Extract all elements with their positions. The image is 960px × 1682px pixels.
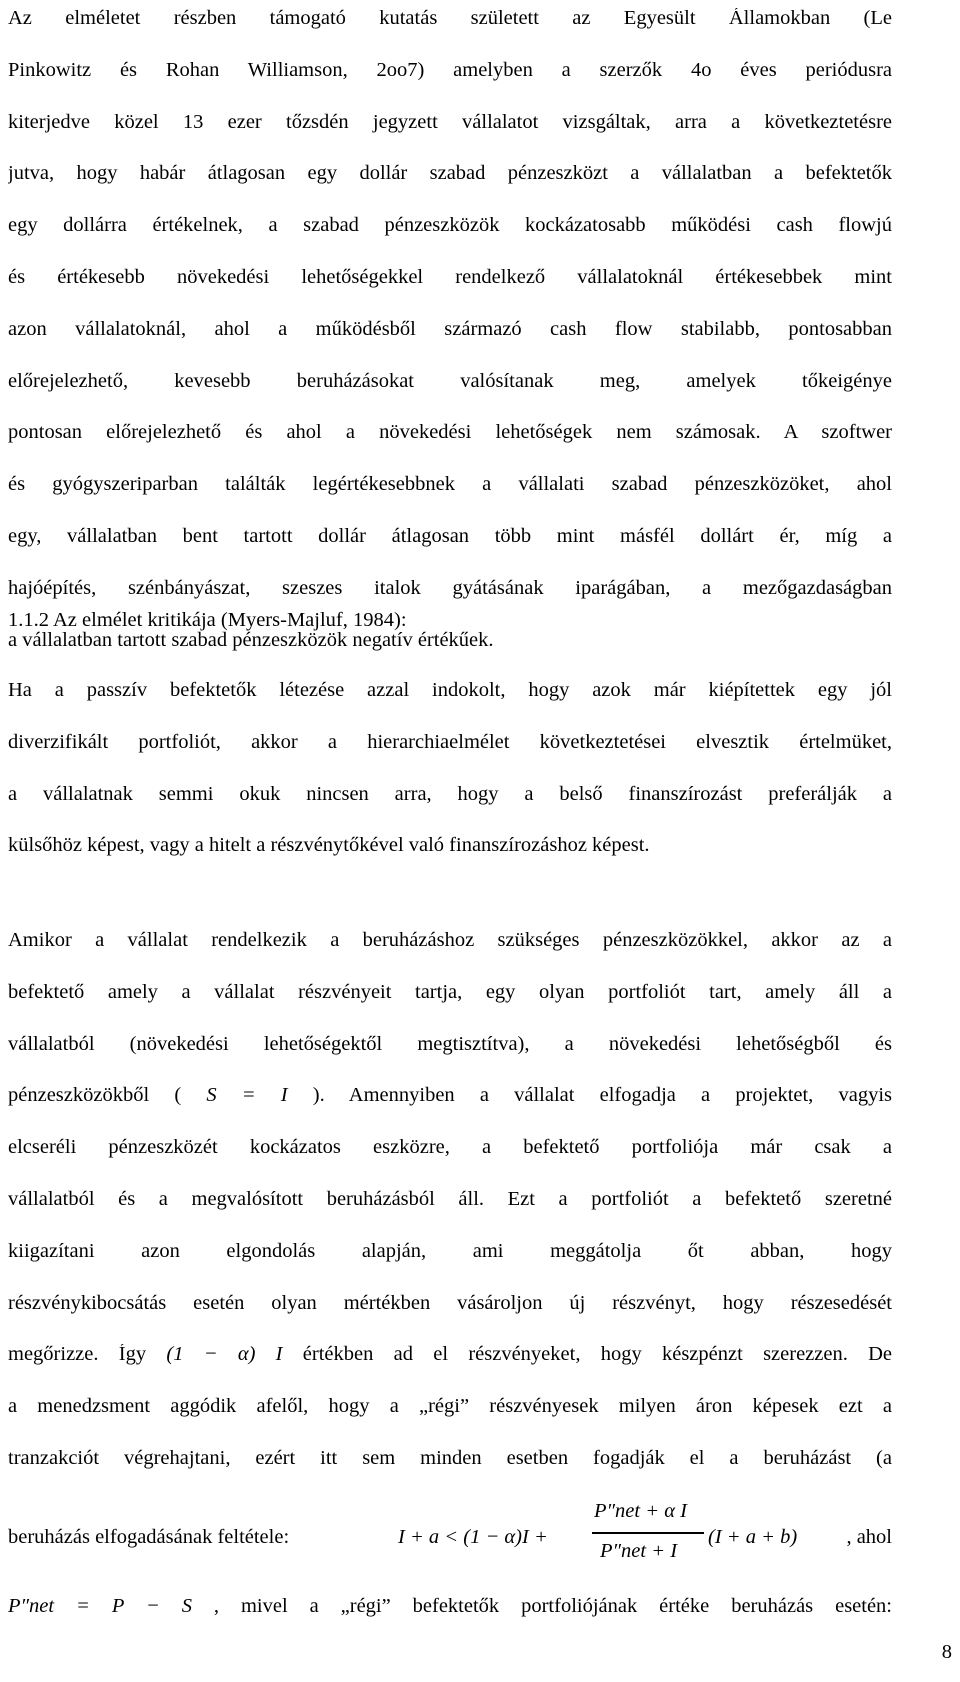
text-line: Ha a passzív befektetők létezése azzal indokolt, hogy azok már kiépítettek egy jól — [8, 680, 892, 701]
text-line: a vállalatban tartott szabad pénzeszközök negatív értékűek. — [8, 629, 494, 651]
page-number: 8 — [941, 1641, 952, 1663]
fraction-denominator: P″net + I — [600, 1540, 678, 1562]
formula-line — [8, 1496, 892, 1566]
text-segment: , ahol — [846, 1526, 892, 1548]
text-line: pontosan előrejelezhető és ahol a növekedési lehetőségek nem számosak. A szoftwer — [8, 422, 892, 444]
section-heading: 1.1.2 Az elmélet kritikája (Myers-Majluf, 1984): — [8, 609, 407, 631]
text-line: tranzakciót végrehajtani, ezért itt sem minden esetben fogadják el a beruházást (a — [8, 1447, 892, 1469]
math-expression: (I + a + b) — [708, 1526, 798, 1548]
paragraph-3 — [8, 930, 892, 1500]
text-segment: értékben ad el részvényeket, hogy készpénzt szerezzen. De — [302, 1344, 892, 1366]
text-line: azon vállalatoknál, ahol a működésből származó cash flow stabilabb, pontosabban — [8, 318, 892, 340]
text-line: részvénykibocsátás esetén olyan mértékben vásároljon új részvényt, hogy részesedését — [8, 1292, 892, 1314]
text-segment: megőrizze. Így — [8, 1344, 147, 1366]
fraction-bar — [592, 1532, 704, 1534]
text-line: Az elméletet részben támogató kutatás született az Egyesült Államokban (Le — [8, 8, 892, 29]
math-expression: P″net = P − S — [8, 1596, 192, 1617]
text-line — [8, 1596, 892, 1648]
text-line — [8, 1344, 892, 1396]
text-line: vállalatból (növekedési lehetőségektől megtisztítva), a növekedési lehetőségből és — [8, 1033, 892, 1055]
text-line: egy, vállalatban bent tartott dollár átlagosan több mint másfél dollárt ér, míg a — [8, 525, 892, 547]
text-line: Amikor a vállalat rendelkezik a beruházáshoz szükséges pénzeszközökkel, akkor az a — [8, 930, 892, 951]
text-line: a menedzsment aggódik afelől, hogy a „régi” részvényesek milyen áron képesek ezt a — [8, 1396, 892, 1418]
fraction-numerator: P″net + α I — [594, 1500, 687, 1522]
text-line: előrejelezhető, kevesebb beruházásokat valósítanak meg, amelyek tőkeigénye — [8, 370, 892, 392]
text-line: és értékesebb növekedési lehetőségekkel rendelkező vállalatoknál értékesebbek mint — [8, 266, 892, 288]
text-segment: pénzeszközökből ( — [8, 1085, 182, 1107]
text-line: elcseréli pénzeszközét kockázatos eszközre, a befektető portfoliója már csak a — [8, 1137, 892, 1159]
text-line: vállalatból és a megvalósított beruházásból áll. Ezt a portfoliót a befektető szeretné — [8, 1188, 892, 1210]
math-expression: (1 − α) I — [166, 1344, 283, 1366]
text-line: és gyógyszeriparban találták legértékesebbnek a vállalati szabad pénzeszközöket, ahol — [8, 474, 892, 496]
paragraph-2 — [8, 680, 892, 887]
text-line: Pinkowitz és Rohan Williamson, 2oo7) amelyben a szerzők 4o éves periódusra — [8, 59, 892, 81]
math-expression: I + a < (1 − α)I + — [398, 1526, 548, 1548]
text-segment: beruházás elfogadásának feltétele: — [8, 1526, 290, 1548]
text-line: befektető amely a vállalat részvényeit tartja, egy olyan portfoliót tart, amely áll a — [8, 981, 892, 1003]
text-line — [8, 1085, 892, 1137]
text-segment: , mivel a „régi” befektetők portfoliójának értéke beruházás esetén: — [213, 1596, 892, 1617]
text-line: külsőhöz képest, vagy a hitelt a részvénytőkével való finanszírozáshoz képest. — [8, 835, 650, 857]
text-line: a vállalatnak semmi okuk nincsen arra, hogy a belső finanszírozást preferálják a — [8, 783, 892, 805]
text-line: egy dollárra értékelnek, a szabad pénzeszközök kockázatosabb működési cash flowjú — [8, 215, 892, 237]
math-expression: S = I — [206, 1085, 288, 1107]
paragraph-1 — [8, 8, 892, 681]
text-line: diverzifikált portfoliót, akkor a hierarchiaelmélet következtetései elvesztik értelmüket, — [8, 731, 892, 753]
text-line: kiterjedve közel 13 ezer tőzsdén jegyzett vállalatot vizsgáltak, arra a következtetésre — [8, 111, 892, 133]
text-line: kiigazítani azon elgondolás alapján, ami meggátolja őt abban, hogy — [8, 1240, 892, 1262]
text-line: jutva, hogy habár átlagosan egy dollár szabad pénzeszközt a vállalatban a befektetők — [8, 163, 892, 185]
text-segment: ). Amennyiben a vállalat elfogadja a projektet, vagyis — [312, 1085, 892, 1107]
text-line: hajóépítés, szénbányászat, szeszes italok gyátásának iparágában, a mezőgazdaságban — [8, 577, 892, 599]
formula-line-2 — [8, 1596, 892, 1648]
